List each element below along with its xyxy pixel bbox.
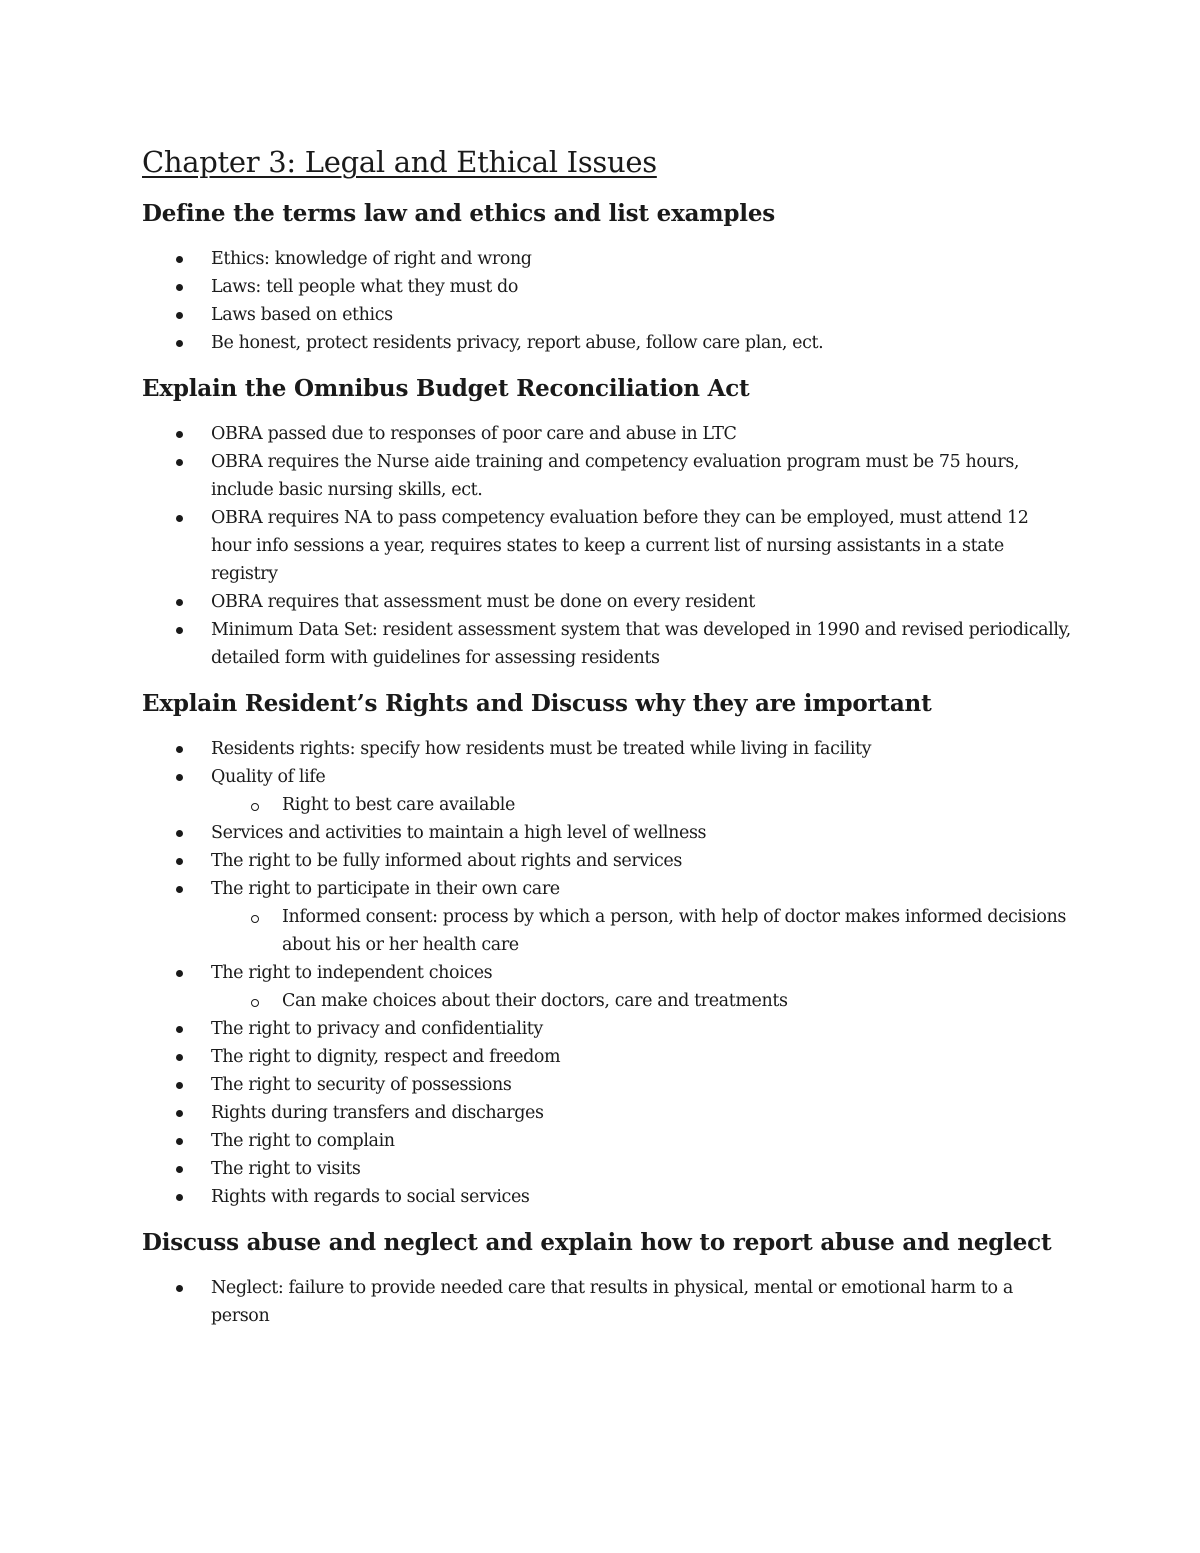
list-item: The right to security of possessions xyxy=(142,1071,1072,1099)
list-item: OBRA requires NA to pass competency evaluation before they can be employed, must attend 12 hour info sessions a year, requires states to keep a current list of nursing assistants in a state registry xyxy=(142,504,1072,588)
document-page xyxy=(142,142,1072,1344)
list-item: Laws: tell people what they must do xyxy=(142,273,1072,301)
list-item: The right to complain xyxy=(142,1127,1072,1155)
list-item: The right to privacy and confidentiality xyxy=(142,1015,1072,1043)
sub-list-item: Can make choices about their doctors, care and treatments xyxy=(142,987,1072,1015)
sub-list-item: Right to best care available xyxy=(142,791,1072,819)
list-item: Rights during transfers and discharges xyxy=(142,1099,1072,1127)
list-item: Ethics: knowledge of right and wrong xyxy=(142,245,1072,273)
sub-list-item: Informed consent: process by which a person, with help of doctor makes informed decisions about his or her health care xyxy=(142,903,1072,959)
chapter-title: Chapter 3: Legal and Ethical Issues xyxy=(142,145,657,179)
list-item: Be honest, protect residents privacy, report abuse, follow care plan, ect. xyxy=(142,329,1072,357)
list-item: Services and activities to maintain a high level of wellness xyxy=(142,819,1072,847)
list-item: OBRA passed due to responses of poor care and abuse in LTC xyxy=(142,420,1072,448)
list-item: The right to dignity, respect and freedom xyxy=(142,1043,1072,1071)
list-item: The right to participate in their own care xyxy=(142,875,1072,903)
list-item: OBRA requires that assessment must be done on every resident xyxy=(142,588,1072,616)
list-item: Laws based on ethics xyxy=(142,301,1072,329)
list-item: Neglect: failure to provide needed care that results in physical, mental or emotional harm to a person xyxy=(142,1274,1072,1330)
list-item: Rights with regards to social services xyxy=(142,1183,1072,1211)
section-heading-obra: Explain the Omnibus Budget Reconciliation Act xyxy=(142,375,750,402)
list-item: Residents rights: specify how residents must be treated while living in facility xyxy=(142,735,1072,763)
section-heading-residents-rights: Explain Resident’s Rights and Discuss why they are important xyxy=(142,690,932,717)
list-residents-rights xyxy=(142,735,1072,1211)
section-heading-abuse-neglect: Discuss abuse and neglect and explain how to report abuse and neglect xyxy=(142,1229,1052,1256)
list-law-ethics xyxy=(142,245,1072,357)
list-item: Minimum Data Set: resident assessment system that was developed in 1990 and revised periodically, detailed form with guidelines for assessing residents xyxy=(142,616,1072,672)
list-item: The right to independent choices xyxy=(142,959,1072,987)
list-item: Quality of life xyxy=(142,763,1072,791)
list-obra xyxy=(142,420,1072,672)
list-item: OBRA requires the Nurse aide training and competency evaluation program must be 75 hours, include basic nursing skills, ect. xyxy=(142,448,1072,504)
list-abuse-neglect xyxy=(142,1274,1072,1330)
section-heading-law-ethics: Define the terms law and ethics and list examples xyxy=(142,200,776,227)
list-item: The right to be fully informed about rights and services xyxy=(142,847,1072,875)
list-item: The right to visits xyxy=(142,1155,1072,1183)
